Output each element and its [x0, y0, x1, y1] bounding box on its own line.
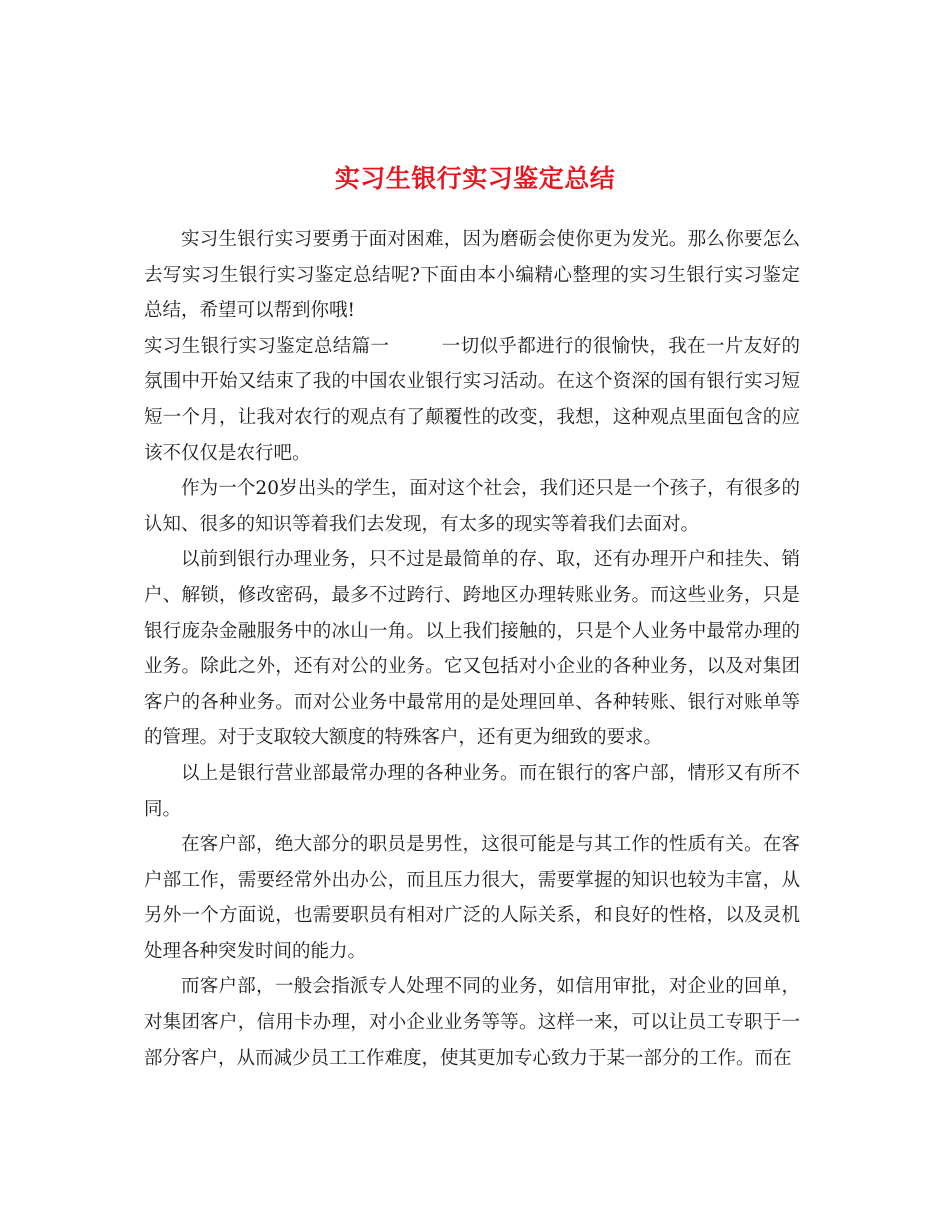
section-first-text: 一切似乎都进行的很愉快，我在一片友好的氛围中开始又结束了我的中国农业银行实习活动。在这个资深的国有银行实习短短一个月，让我对农行的观点有了颠覆性的改变，我想，这种观点里面包含的应该不仅仅是农行吧。: [144, 335, 800, 464]
body-paragraph-4: 在客户部，绝大部分的职员是男性，这很可能是与其工作的性质有关。在客户部工作，需要经常外出办公，而且压力很大，需要掌握的知识也较为丰富，从另外一个方面说，也需要职员有相对广泛的人际关系，和良好的性格，以及灵机处理各种突发时间的能力。: [144, 834, 800, 962]
section-paragraph: [144, 329, 800, 471]
section-heading: 实习生银行实习鉴定总结篇一: [144, 335, 390, 357]
body-paragraph-2: 以前到银行办理业务，只不过是最简单的存、取，还有办理开户和挂失、销户、解锁，修改密码，最多不过跨行、跨地区办理转账业务。而这些业务，只是银行庞杂金融服务中的冰山一角。以上我们接触的，只是个人业务中最常办理的业务。除此之外，还有对公的业务。它又包括对小企业的各种业务，以及对集团客户的各种业务。而对公业务中最常用的是处理回单、各种转账、银行对账单等的管理。对于支取较大额度的特殊客户，还有更为细致的要求。: [144, 549, 800, 749]
document-title: 实习生银行实习鉴定总结: [334, 163, 616, 193]
intro-paragraph: 实习生银行实习要勇于面对困难，因为磨砺会使你更为发光。那么你要怎么去写实习生银行实习鉴定总结呢?下面由本小编精心整理的实习生银行实习鉴定总结，希望可以帮到你哦!: [144, 229, 800, 322]
body-paragraph-3: 以上是银行营业部最常办理的各种业务。而在银行的客户部，情形又有所不同。: [144, 762, 800, 820]
body-paragraph-1: 作为一个20岁出头的学生，面对这个社会，我们还只是一个孩子，有很多的认知、很多的知识等着我们去发现，有太多的现实等着我们去面对。: [144, 478, 800, 535]
document-body: [144, 222, 800, 1076]
body-paragraph-5: 而客户部，一般会指派专人处理不同的业务，如信用审批，对企业的回单，对集团客户，信用卡办理，对小企业业务等等。这样一来，可以让员工专职于一部分客户，从而减少员工工作难度，使其更加专心致力于某一部分的工作。而在: [144, 976, 800, 1069]
